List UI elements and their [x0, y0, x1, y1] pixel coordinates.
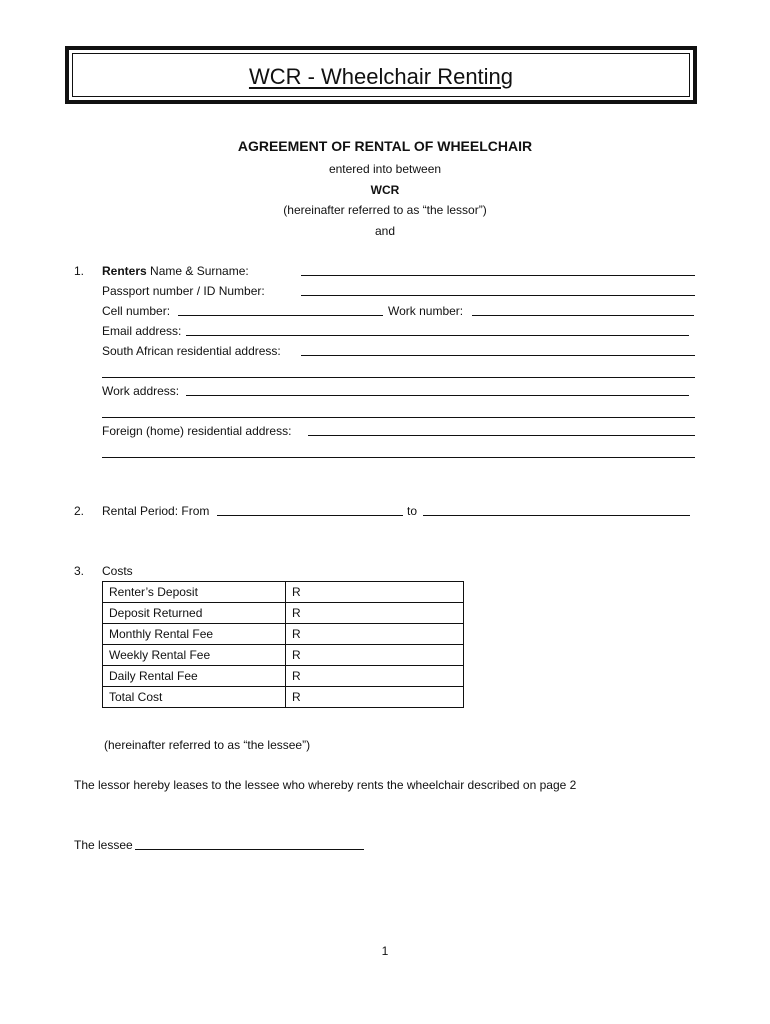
table-row	[103, 603, 464, 624]
cost-value-field[interactable]: R	[286, 603, 464, 624]
cost-item: Weekly Rental Fee	[103, 645, 286, 666]
email-label: Email address:	[102, 324, 182, 338]
cost-item: Deposit Returned	[103, 603, 286, 624]
section-1-number: 1.	[74, 264, 85, 278]
cost-item: Daily Rental Fee	[103, 666, 286, 687]
title-box	[65, 46, 697, 104]
work-address-field[interactable]	[186, 384, 689, 399]
intro-lessor-note: (hereinafter referred to as “the lessor”)	[283, 203, 487, 217]
passport-field[interactable]	[301, 284, 695, 299]
cost-value-field[interactable]: R	[286, 645, 464, 666]
cell-number-label: Cell number:	[102, 304, 171, 318]
intro-and: and	[374, 224, 396, 238]
cost-value-field[interactable]: R	[286, 624, 464, 645]
cost-item: Renter’s Deposit	[103, 582, 286, 603]
sa-address-field-line-2[interactable]	[102, 377, 695, 378]
document-title: WCR - Wheelchair Renting	[248, 64, 514, 89]
section-3-number: 3.	[74, 564, 85, 578]
sa-address-field[interactable]	[301, 344, 695, 359]
page-number: 1	[381, 944, 389, 958]
costs-table	[102, 581, 464, 708]
rental-to-label: to	[407, 504, 418, 518]
renters-label-bold: Renters	[102, 264, 147, 278]
rental-from-field[interactable]	[217, 504, 403, 519]
sa-address-label: South African residential address:	[102, 344, 281, 358]
name-surname-label: Name & Surname:	[146, 264, 249, 278]
table-row	[103, 645, 464, 666]
work-number-label: Work number:	[388, 304, 464, 318]
foreign-address-field-line-2[interactable]	[102, 457, 695, 458]
lessee-note: (hereinafter referred to as “the lessee”)	[104, 738, 311, 752]
work-address-label: Work address:	[102, 384, 180, 398]
table-row	[103, 582, 464, 603]
renter-name-field[interactable]	[301, 264, 695, 279]
cell-number-field[interactable]	[178, 304, 383, 319]
cost-item: Monthly Rental Fee	[103, 624, 286, 645]
costs-label: Costs	[102, 564, 133, 578]
section-2-number: 2.	[74, 504, 85, 518]
rental-period-label: Rental Period: From	[102, 504, 210, 518]
cost-value-field[interactable]: R	[286, 582, 464, 603]
passport-label: Passport number / ID Number:	[102, 284, 265, 298]
email-field[interactable]	[186, 324, 689, 339]
foreign-address-field[interactable]	[308, 424, 695, 439]
table-row	[103, 687, 464, 708]
foreign-address-label: Foreign (home) residential address:	[102, 424, 292, 438]
cost-value-field[interactable]: R	[286, 687, 464, 708]
cost-value-field[interactable]: R	[286, 666, 464, 687]
table-row	[103, 624, 464, 645]
lease-statement: The lessor hereby leases to the lessee who whereby rents the wheelchair described on page 2	[74, 778, 577, 792]
table-row	[103, 666, 464, 687]
work-address-field-line-2[interactable]	[102, 417, 695, 418]
cost-item: Total Cost	[103, 687, 286, 708]
lessee-label: The lessee	[74, 838, 133, 852]
title-inner-frame	[72, 53, 690, 97]
intro-entered-into: entered into between	[328, 162, 442, 176]
lessee-signature-field[interactable]	[135, 838, 364, 853]
intro-party-wcr: WCR	[370, 183, 400, 197]
renter-name-row	[102, 264, 249, 278]
rental-to-field[interactable]	[423, 504, 690, 519]
work-number-field[interactable]	[472, 304, 694, 319]
agreement-heading: AGREEMENT OF RENTAL OF WHEELCHAIR	[237, 138, 533, 154]
